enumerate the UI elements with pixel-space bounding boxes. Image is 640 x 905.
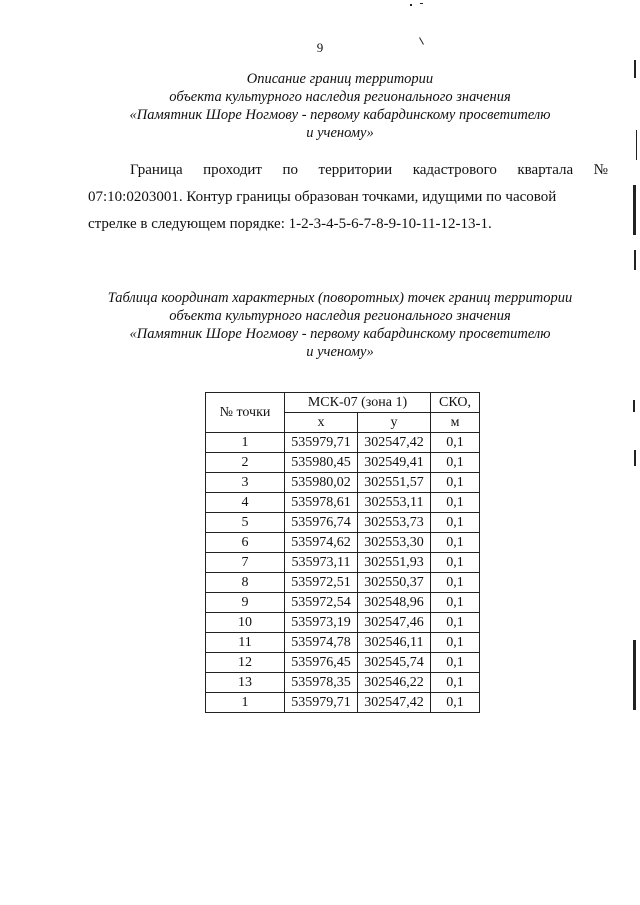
cell-point-number: 8: [206, 573, 285, 593]
table-row: [206, 433, 480, 453]
header-unit: м: [431, 413, 480, 433]
table-row: [206, 533, 480, 553]
cell-y: 302553,73: [358, 513, 431, 533]
cell-point-number: 5: [206, 513, 285, 533]
cell-x: 535976,74: [285, 513, 358, 533]
cell-y: 302546,11: [358, 633, 431, 653]
table-row: [206, 513, 480, 533]
cell-sko: 0,1: [431, 513, 480, 533]
paragraph-word: Граница: [130, 162, 183, 178]
cell-x: 535978,35: [285, 673, 358, 693]
cell-sko: 0,1: [431, 573, 480, 593]
cell-x: 535974,78: [285, 633, 358, 653]
page-number: 9: [316, 40, 324, 55]
paragraph-line-3: стрелке в следующем порядке: 1-2-3-4-5-6-7-8-9-10-11-12-13-1.: [88, 216, 492, 232]
cell-y: 302546,22: [358, 673, 431, 693]
cell-point-number: 10: [206, 613, 285, 633]
table-row: [206, 493, 480, 513]
cell-sko: 0,1: [431, 493, 480, 513]
cell-sko: 0,1: [431, 613, 480, 633]
cell-point-number: 1: [206, 433, 285, 453]
cell-point-number: 9: [206, 593, 285, 613]
cell-sko: 0,1: [431, 433, 480, 453]
scan-edge-mark: [633, 640, 636, 710]
table-title-line: объекта культурного наследия регионального значения: [169, 308, 511, 324]
cell-y: 302551,57: [358, 473, 431, 493]
paragraph-line-1: [88, 157, 608, 184]
scan-edge-mark: [634, 60, 636, 78]
paragraph-word: проходит: [203, 162, 262, 178]
cell-x: 535974,62: [285, 533, 358, 553]
description-title: [60, 70, 620, 142]
paragraph-word: по: [282, 162, 299, 178]
cell-point-number: 12: [206, 653, 285, 673]
cell-x: 535972,54: [285, 593, 358, 613]
table-row: [206, 693, 480, 713]
table-body: [206, 433, 480, 713]
cell-x: 535972,51: [285, 573, 358, 593]
table-title: [60, 289, 620, 361]
paragraph-word: кадастрового: [412, 162, 497, 178]
cell-y: 302553,30: [358, 533, 431, 553]
description-title-line: Описание границ территории: [246, 71, 434, 87]
table-row: [206, 653, 480, 673]
scan-edge-mark: [634, 250, 636, 270]
boundary-paragraph: [88, 157, 608, 238]
cell-point-number: 6: [206, 533, 285, 553]
cell-x: 535980,45: [285, 453, 358, 473]
table-row: [206, 573, 480, 593]
cell-point-number: 2: [206, 453, 285, 473]
table-row: [206, 633, 480, 653]
cell-point-number: 1: [206, 693, 285, 713]
cell-sko: 0,1: [431, 673, 480, 693]
table-row: [206, 593, 480, 613]
cell-x: 535980,02: [285, 473, 358, 493]
cell-x: 535979,71: [285, 433, 358, 453]
cell-sko: 0,1: [431, 693, 480, 713]
cell-x: 535973,19: [285, 613, 358, 633]
table-title-line: и ученому»: [306, 344, 374, 360]
paragraph-word: квартала: [517, 162, 574, 178]
description-title-line: «Памятник Шоре Ногмову - первому кабардинскому просветителю: [129, 107, 551, 123]
header-sko: СКО,: [431, 393, 480, 413]
cell-sko: 0,1: [431, 593, 480, 613]
cell-point-number: 7: [206, 553, 285, 573]
paragraph-line-2: 07:10:0203001. Контур границы образован точками, идущими по часовой: [88, 189, 557, 205]
cell-sko: 0,1: [431, 553, 480, 573]
coordinates-table: [205, 392, 480, 713]
table-header-row: [206, 393, 480, 413]
cell-sko: 0,1: [431, 473, 480, 493]
table-row: [206, 473, 480, 493]
scan-edge-mark: [634, 450, 636, 466]
cell-y: 302547,42: [358, 433, 431, 453]
paragraph-word: №: [593, 162, 608, 178]
cell-y: 302548,96: [358, 593, 431, 613]
cell-x: 535973,11: [285, 553, 358, 573]
header-point-number: № точки: [206, 393, 285, 433]
cell-sko: 0,1: [431, 533, 480, 553]
cell-point-number: 3: [206, 473, 285, 493]
paragraph-word: территории: [318, 162, 393, 178]
cell-y: 302553,11: [358, 493, 431, 513]
header-coordinate-system: МСК-07 (зона 1): [285, 393, 431, 413]
cell-sko: 0,1: [431, 453, 480, 473]
table-row: [206, 613, 480, 633]
table-title-line: «Памятник Шоре Ногмову - первому кабардинскому просветителю: [129, 326, 551, 342]
description-title-line: и ученому»: [306, 125, 374, 141]
description-title-line: объекта культурного наследия регионального значения: [169, 89, 511, 105]
table-row: [206, 553, 480, 573]
cell-point-number: 11: [206, 633, 285, 653]
cell-x: 535978,61: [285, 493, 358, 513]
cell-x: 535976,45: [285, 653, 358, 673]
cell-point-number: 13: [206, 673, 285, 693]
cell-point-number: 4: [206, 493, 285, 513]
table-title-line: Таблица координат характерных (поворотных) точек границ территории: [107, 290, 573, 306]
cell-y: 302549,41: [358, 453, 431, 473]
scan-mark: [420, 3, 423, 4]
header-x: x: [285, 413, 358, 433]
table-row: [206, 453, 480, 473]
cell-sko: 0,1: [431, 653, 480, 673]
header-y: y: [358, 413, 431, 433]
scan-edge-mark: [633, 400, 635, 412]
scan-edge-mark: [633, 185, 636, 235]
cell-x: 535979,71: [285, 693, 358, 713]
scan-edge-mark: [636, 130, 637, 160]
cell-y: 302551,93: [358, 553, 431, 573]
cell-sko: 0,1: [431, 633, 480, 653]
cell-y: 302545,74: [358, 653, 431, 673]
table-row: [206, 673, 480, 693]
cell-y: 302547,42: [358, 693, 431, 713]
cell-y: 302550,37: [358, 573, 431, 593]
scan-mark: [410, 4, 412, 6]
cell-y: 302547,46: [358, 613, 431, 633]
